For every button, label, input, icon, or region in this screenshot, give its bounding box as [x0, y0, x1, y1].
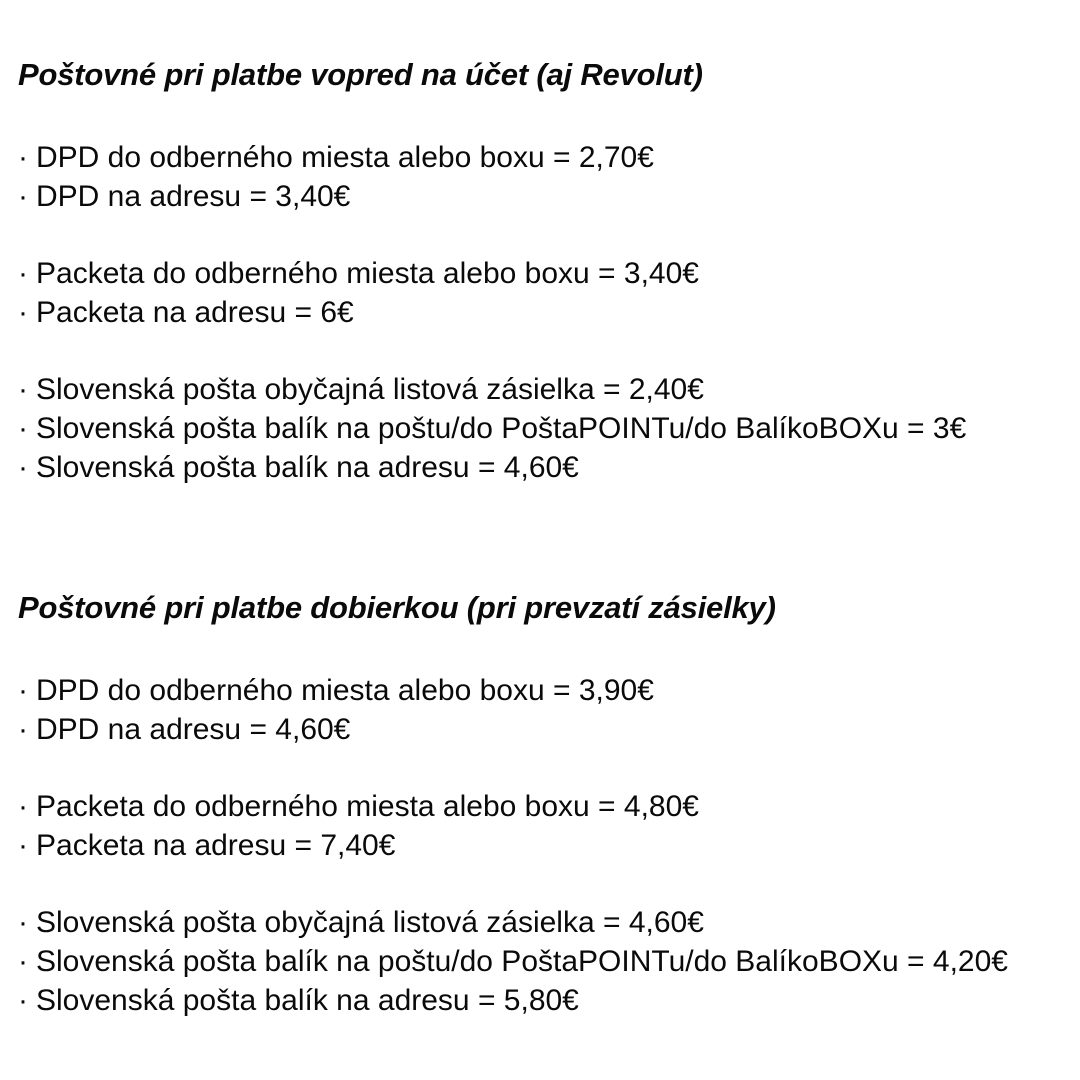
price-item-text: Slovenská pošta obyčajná listová zásielka = 2,40€ — [36, 373, 704, 406]
bullet-dot: · — [18, 451, 28, 484]
bullet-dot: · — [18, 829, 28, 862]
price-list-item — [18, 370, 1062, 409]
bullet-dot: · — [18, 984, 28, 1017]
price-item-text: Packeta do odberného miesta alebo boxu = 4,80€ — [36, 790, 699, 823]
price-item-text: Slovenská pošta balík na adresu = 5,80€ — [36, 984, 579, 1017]
price-list-item — [18, 903, 1062, 942]
section-prepayment — [18, 55, 1062, 487]
bullet-dot: · — [18, 945, 28, 978]
bullet-dot: · — [18, 373, 28, 406]
bullet-dot: · — [18, 713, 28, 746]
section-title-cash-on-delivery: Poštovné pri platbe dobierkou (pri prevzatí zásielky) — [18, 590, 776, 625]
price-list-item — [18, 448, 1062, 487]
price-item-text: Slovenská pošta balík na poštu/do PoštaPOINTu/do BalíkoBOXu = 4,20€ — [36, 945, 1008, 978]
price-item-text: Slovenská pošta balík na poštu/do PoštaPOINTu/do BalíkoBOXu = 3€ — [36, 412, 967, 445]
price-list-item — [18, 409, 1062, 448]
bullet-dot: · — [18, 674, 28, 707]
price-list-item — [18, 787, 1062, 826]
carrier-group-slovenska-posta — [18, 370, 1062, 487]
price-list-prepayment — [18, 138, 1062, 487]
price-list-item — [18, 671, 1062, 710]
section-title-prepayment: Poštovné pri platbe vopred na účet (aj Revolut) — [18, 57, 703, 92]
price-item-text: Packeta na adresu = 6€ — [36, 296, 354, 329]
carrier-group-dpd — [18, 138, 1062, 216]
price-list-item — [18, 710, 1062, 749]
price-item-text: Slovenská pošta obyčajná listová zásielka = 4,60€ — [36, 906, 704, 939]
carrier-group-slovenska-posta — [18, 903, 1062, 1020]
price-item-text: Packeta na adresu = 7,40€ — [36, 829, 396, 862]
carrier-group-dpd — [18, 671, 1062, 749]
price-list-cash-on-delivery — [18, 671, 1062, 1020]
bullet-dot: · — [18, 296, 28, 329]
price-list-item — [18, 981, 1062, 1020]
price-item-text: Slovenská pošta balík na adresu = 4,60€ — [36, 451, 579, 484]
price-list-item — [18, 942, 1062, 981]
price-list-item — [18, 177, 1062, 216]
bullet-dot: · — [18, 790, 28, 823]
price-list-item — [18, 138, 1062, 177]
price-item-text: DPD na adresu = 4,60€ — [36, 713, 351, 746]
carrier-group-packeta — [18, 254, 1062, 332]
price-item-text: DPD na adresu = 3,40€ — [36, 180, 351, 213]
price-list-item — [18, 826, 1062, 865]
bullet-dot: · — [18, 906, 28, 939]
price-list-item — [18, 254, 1062, 293]
bullet-dot: · — [18, 180, 28, 213]
price-list-item — [18, 293, 1062, 332]
bullet-dot: · — [18, 257, 28, 290]
price-item-text: DPD do odberného miesta alebo boxu = 2,70€ — [36, 141, 654, 174]
bullet-dot: · — [18, 412, 28, 445]
section-cash-on-delivery — [18, 588, 1062, 1020]
carrier-group-packeta — [18, 787, 1062, 865]
bullet-dot: · — [18, 141, 28, 174]
price-item-text: DPD do odberného miesta alebo boxu = 3,90€ — [36, 674, 654, 707]
price-item-text: Packeta do odberného miesta alebo boxu = 3,40€ — [36, 257, 699, 290]
